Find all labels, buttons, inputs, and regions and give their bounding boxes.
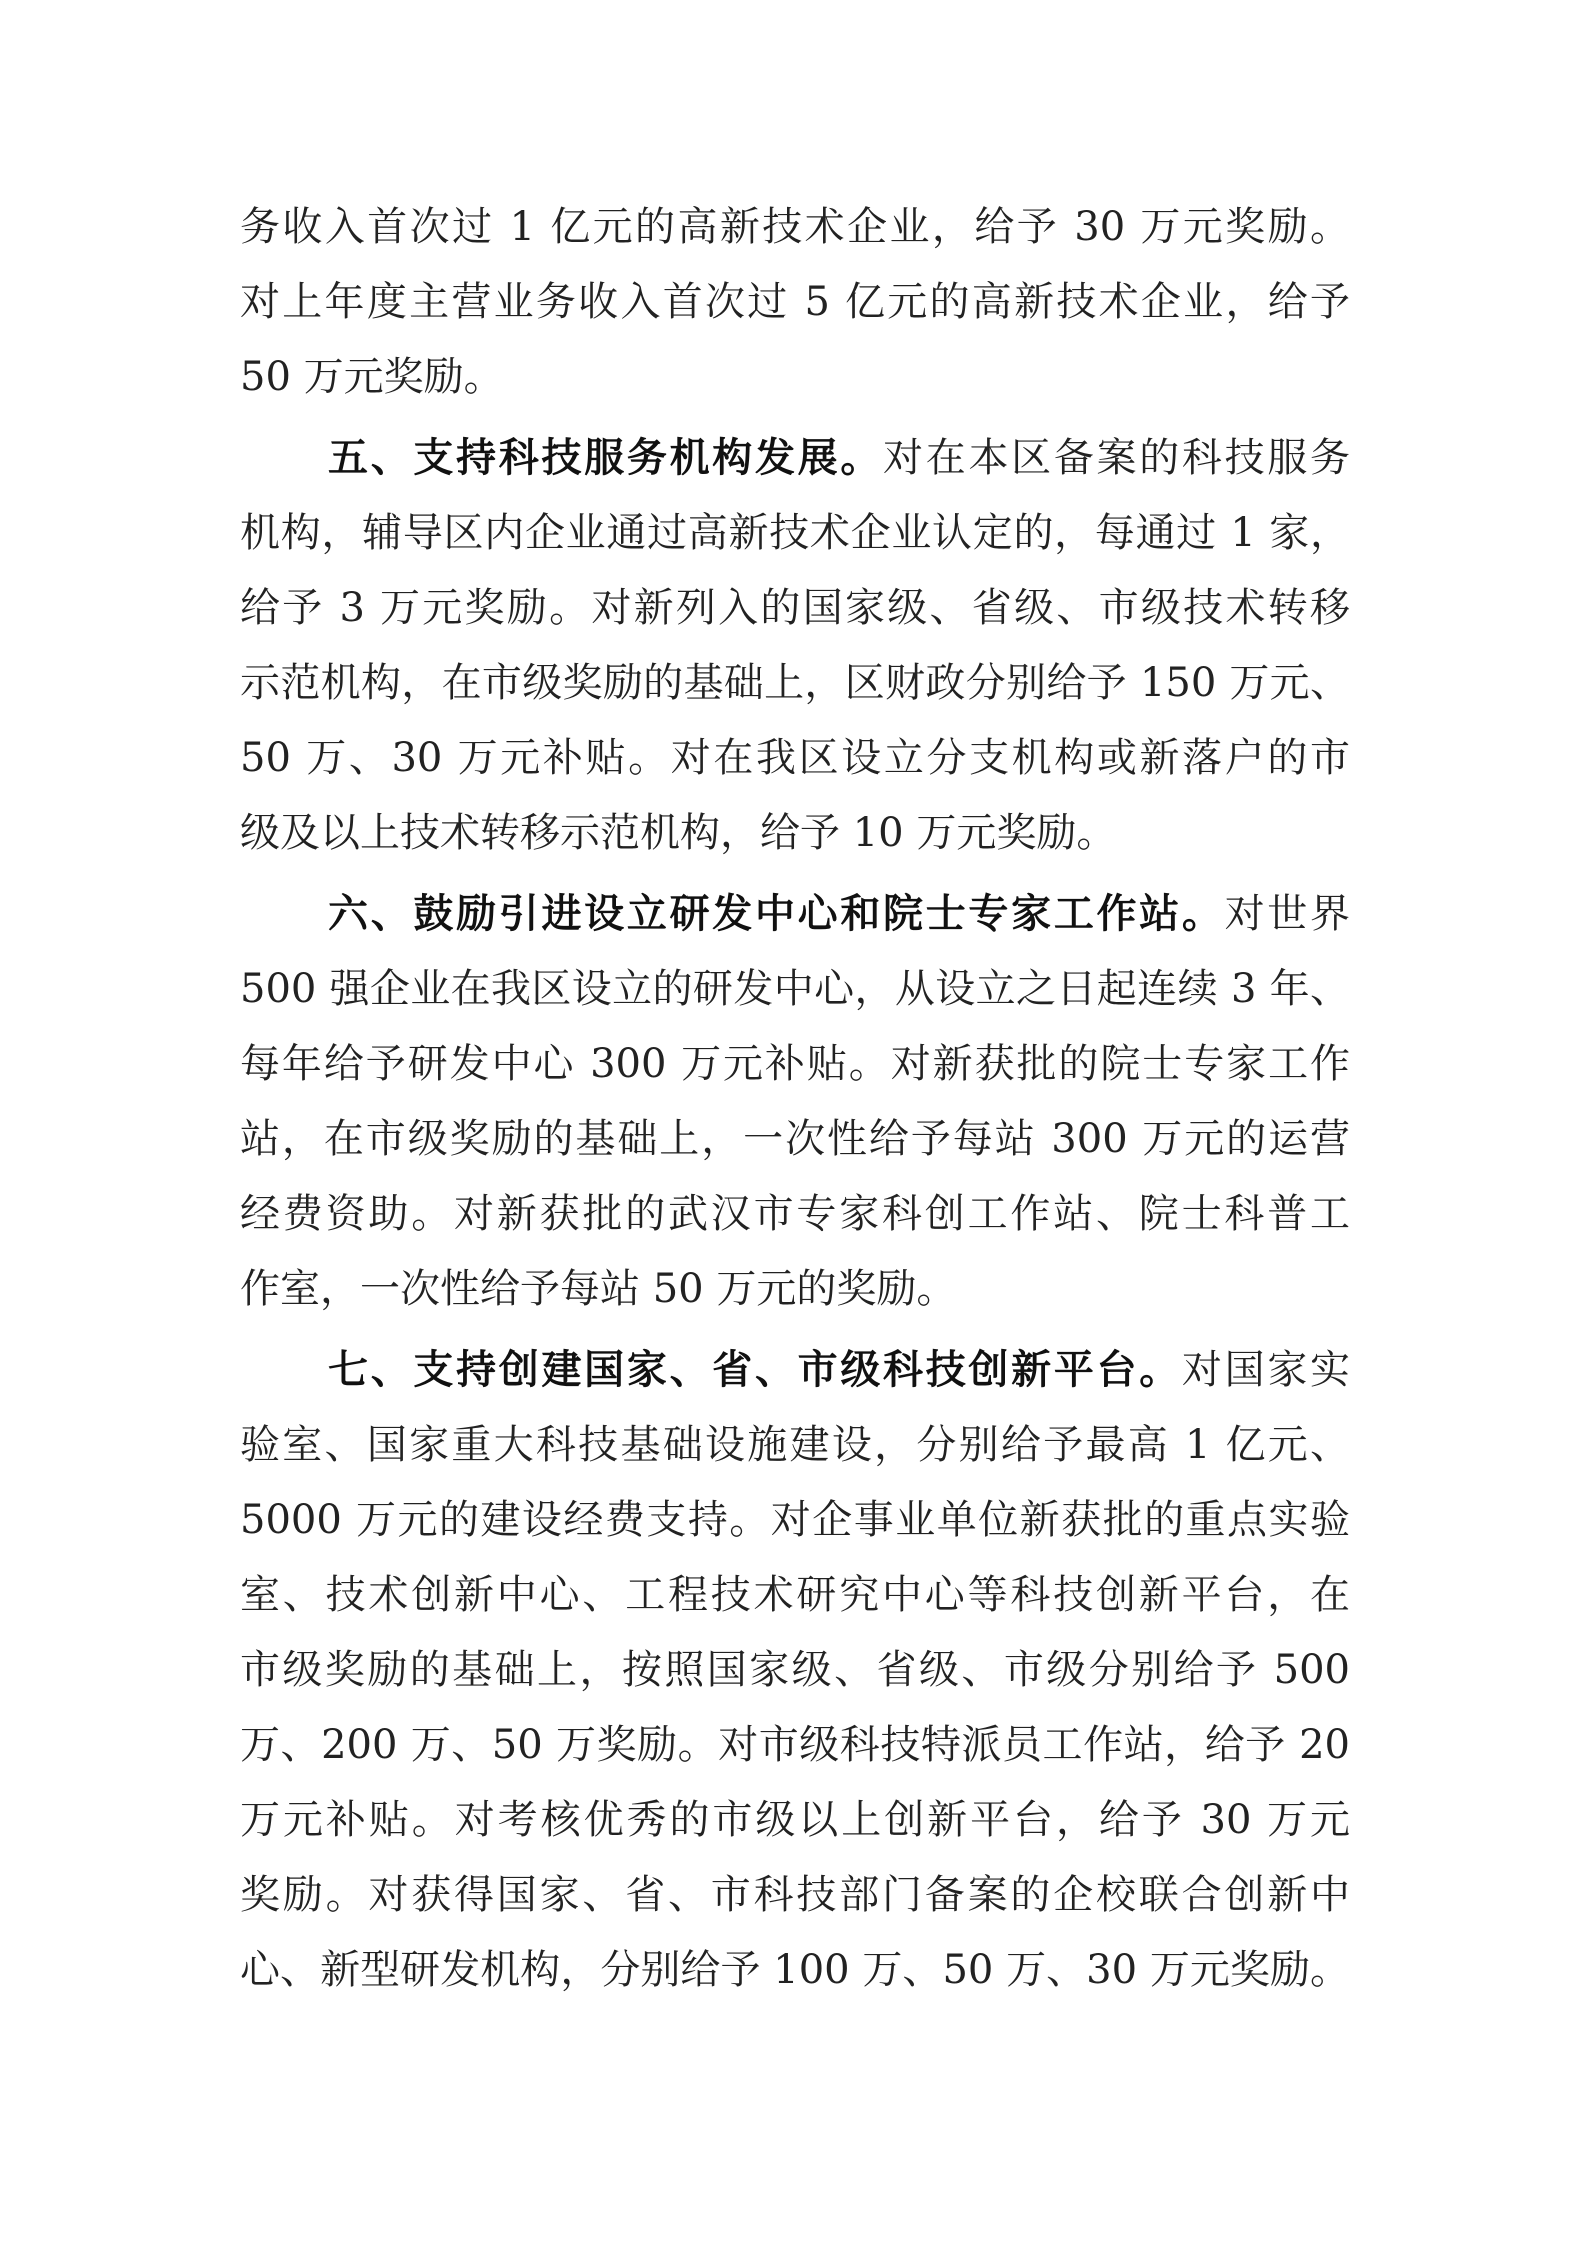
text-line: 机构，辅导区内企业通过高新技术企业认定的，每通过 1 家， xyxy=(240,510,1350,556)
text-line: 万元补贴。对考核优秀的市级以上创新平台，给予 30 万元 xyxy=(240,1797,1350,1843)
paragraph-section-5 xyxy=(240,421,1350,871)
section-heading: 七、支持创建国家、省、市级科技创新平台。 xyxy=(328,1347,1182,1393)
section-heading: 六、鼓励引进设立研发中心和院士专家工作站。 xyxy=(328,891,1225,937)
text-line: 万、200 万、50 万奖励。对市级科技特派员工作站，给予 20 xyxy=(240,1722,1350,1768)
text-run: 对国家实 xyxy=(1181,1347,1350,1393)
text-line: 市级奖励的基础上，按照国家级、省级、市级分别给予 500 xyxy=(240,1647,1350,1693)
text-line: 级及以上技术转移示范机构，给予 10 万元奖励。 xyxy=(240,810,1117,856)
text-line: 50 万、30 万元补贴。对在我区设立分支机构或新落户的市 xyxy=(240,735,1350,781)
text-line: 作室，一次性给予每站 50 万元的奖励。 xyxy=(240,1266,957,1312)
document-page xyxy=(240,190,1350,2008)
text-line: 给予 3 万元奖励。对新列入的国家级、省级、市级技术转移 xyxy=(240,585,1350,631)
text-run: 对在本区备案的科技服务 xyxy=(883,435,1350,481)
section-heading: 五、支持科技服务机构发展。 xyxy=(328,435,884,481)
text-line: 心、新型研发机构，分别给予 100 万、50 万、30 万元奖励。 xyxy=(240,1947,1350,1993)
text-line: 室、技术创新中心、工程技术研究中心等科技创新平台，在 xyxy=(240,1572,1350,1618)
text-line: 务收入首次过 1 亿元的高新技术企业，给予 30 万元奖励。 xyxy=(240,204,1350,250)
text-line: 5000 万元的建设经费支持。对企事业单位新获批的重点实验 xyxy=(240,1497,1350,1543)
text-line: 站，在市级奖励的基础上，一次性给予每站 300 万元的运营 xyxy=(240,1116,1350,1162)
paragraph-first-line xyxy=(240,1333,1350,1408)
text-line: 示范机构，在市级奖励的基础上，区财政分别给予 150 万元、 xyxy=(240,660,1350,706)
text-line: 对上年度主营业务收入首次过 5 亿元的高新技术企业，给予 xyxy=(240,279,1350,325)
text-line: 500 强企业在我区设立的研发中心，从设立之日起连续 3 年、 xyxy=(240,966,1350,1012)
text-line: 50 万元奖励。 xyxy=(240,354,504,400)
text-line: 经费资助。对新获批的武汉市专家科创工作站、院士科普工 xyxy=(240,1191,1350,1237)
paragraph-section-7 xyxy=(240,1333,1350,2008)
text-line: 每年给予研发中心 300 万元补贴。对新获批的院士专家工作 xyxy=(240,1041,1350,1087)
text-line: 验室、国家重大科技基础设施建设，分别给予最高 1 亿元、 xyxy=(240,1422,1350,1468)
text-run: 对世界 xyxy=(1224,891,1350,937)
paragraph-first-line xyxy=(240,421,1350,496)
paragraph-section-4-continued xyxy=(240,190,1350,415)
paragraph-section-6 xyxy=(240,877,1350,1327)
paragraph-first-line xyxy=(240,877,1350,952)
text-line: 奖励。对获得国家、省、市科技部门备案的企校联合创新中 xyxy=(240,1872,1350,1918)
